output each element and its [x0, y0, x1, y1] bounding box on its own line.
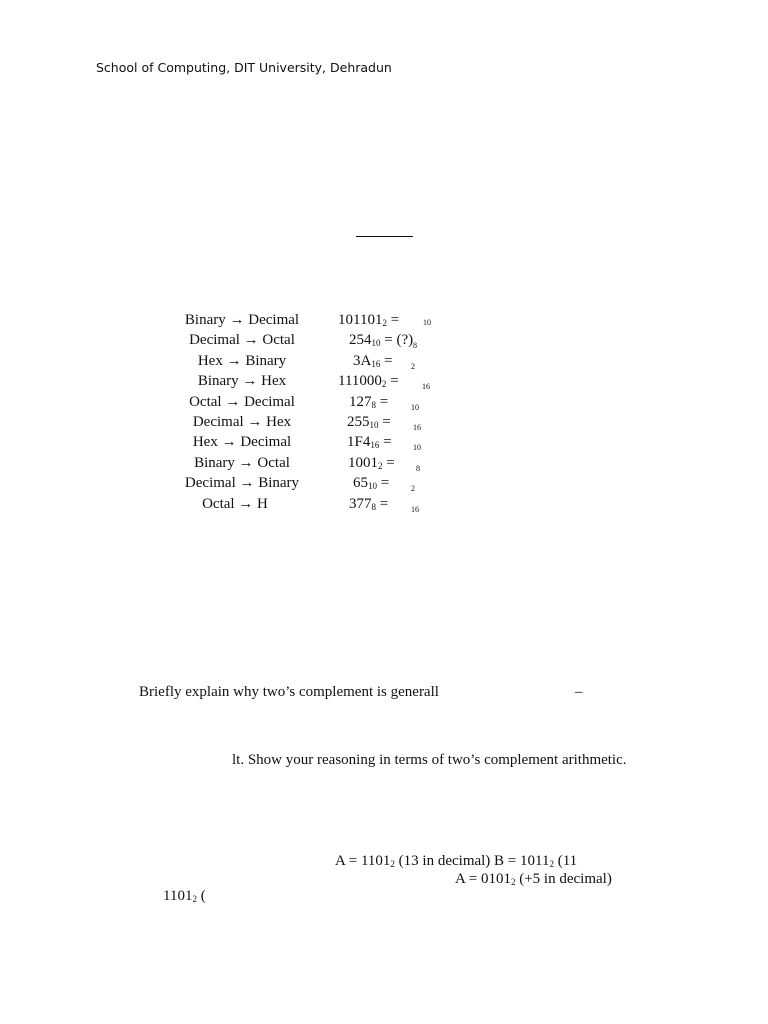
conversion-label: Decimal → Octal [189, 332, 295, 348]
conversion-expression: $1001_2$ = [348, 455, 395, 471]
conversion-target-base: 8 [416, 464, 420, 473]
conversion-label: Binary → Hex [197, 373, 287, 389]
conversion-expression: $254_{10}$ = (?) [349, 332, 414, 348]
conversion-label: Binary → Decimal [184, 312, 300, 328]
conversion-expression: $127_8$ = [349, 394, 389, 410]
conversion-label: Octal → H [202, 496, 268, 512]
conversion-expression: $377_8$ = [349, 496, 389, 512]
conversion-row [0, 310, 768, 330]
question-text: Briefly explain why two’s complement is generall [139, 684, 439, 700]
conversion-row [0, 412, 768, 432]
conversion-row [0, 494, 768, 514]
example-line-a: $A = 0101_2$ (+5 in decimal) [455, 871, 612, 887]
conversion-row [0, 453, 768, 473]
question-continuation: lt. Show your reasoning in terms of two’s complement arithmetic. [232, 752, 627, 768]
conversion-label: Hex → Decimal [192, 434, 292, 450]
conversion-row [0, 432, 768, 452]
example-line-ab: $A = 1101_2$ (13 in decimal) $B = 1011_2$ (11 [335, 853, 578, 869]
conversion-label: Hex → Binary [197, 353, 287, 369]
conversion-target-base: 10 [411, 403, 419, 412]
conversion-target-base: 10 [413, 443, 421, 452]
conversion-target-base: 16 [413, 423, 421, 432]
conversion-target-base: 2 [411, 484, 415, 493]
conversion-row [0, 330, 768, 350]
conversion-target-base: 16 [411, 505, 419, 514]
conversion-target-base: 2 [411, 362, 415, 371]
conversion-row [0, 351, 768, 371]
conversion-expression: $101101_2$ = [338, 312, 400, 328]
conversion-expression: $1F4_{16}$ = [347, 434, 392, 450]
conversion-expression: $255_{10}$ = [347, 414, 391, 430]
conversion-target-base: 8 [413, 341, 417, 350]
conversion-label: Decimal → Binary [184, 475, 300, 491]
conversion-label: Decimal → Hex [192, 414, 292, 430]
example-line-partial: $1101_2$ ( [163, 888, 206, 904]
document-header: School of Computing, DIT University, Dehradun [96, 60, 392, 75]
conversion-expression: $65_{10}$ = [353, 475, 390, 491]
conversion-label: Octal → Decimal [189, 394, 295, 410]
conversion-expression: $3A_{16}$ = [353, 353, 393, 369]
conversion-row [0, 473, 768, 493]
question-dash: – [575, 684, 583, 700]
conversion-row [0, 371, 768, 391]
title-underline [356, 236, 413, 237]
conversion-row [0, 392, 768, 412]
conversion-target-base: 10 [423, 318, 431, 327]
conversion-expression: $111000_2$ = [338, 373, 399, 389]
conversion-target-base: 16 [422, 382, 430, 391]
conversion-label: Binary → Octal [194, 455, 290, 471]
